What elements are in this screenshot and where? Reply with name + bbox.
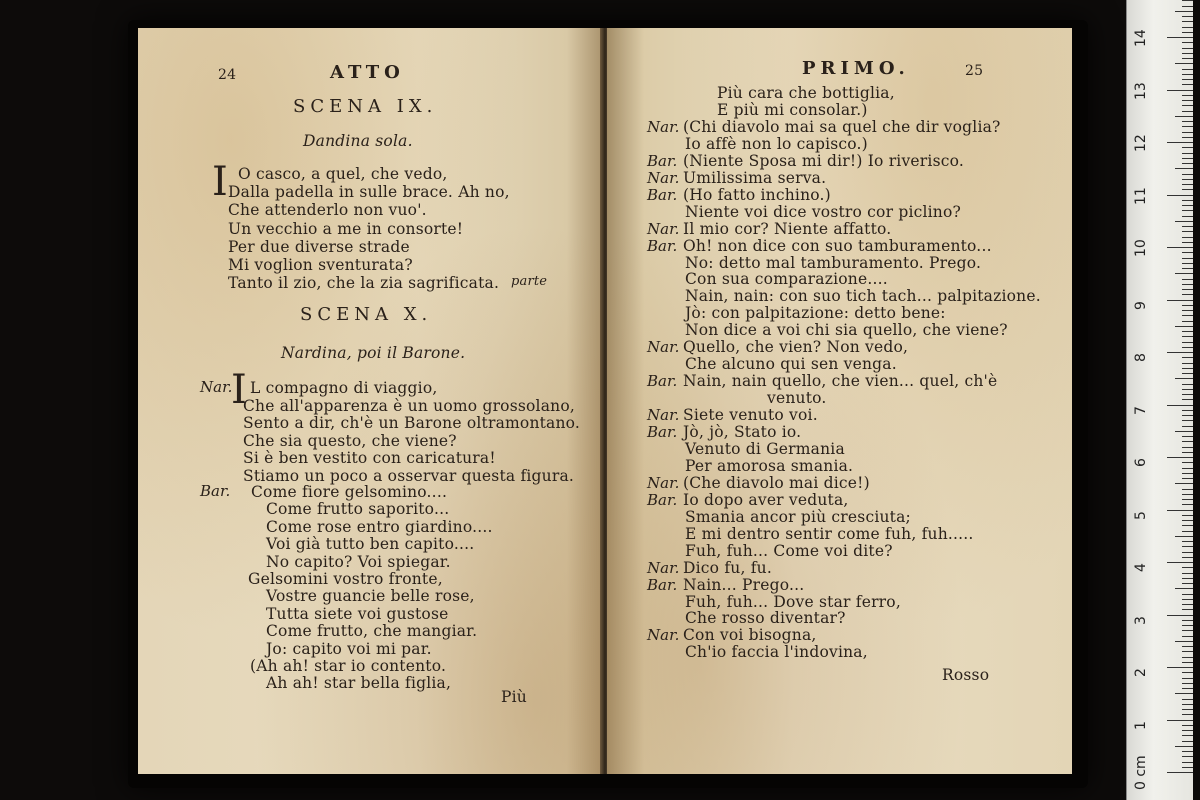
ruler-tick [1182, 53, 1193, 54]
verse-line: Venuto di Germania [685, 439, 845, 458]
ruler-tick [1182, 321, 1193, 322]
ruler-tick [1182, 105, 1193, 106]
verse-line: Tutta siete voi gustose [266, 604, 449, 623]
ruler-tick [1182, 636, 1193, 637]
ruler-tick [1182, 441, 1193, 442]
speaker-label: Bar. [647, 236, 678, 255]
speaker-label: Bar. [647, 490, 678, 509]
verse-line: Per amorosa smania. [685, 456, 854, 475]
verse-line: Come fiore gelsomino.... [251, 483, 448, 501]
ruler-tick [1175, 641, 1193, 642]
ruler-tick [1182, 662, 1193, 663]
ruler-tick [1182, 520, 1193, 521]
ruler-tick [1182, 205, 1193, 206]
scene-ix-drop-cap: I [212, 159, 228, 205]
speaker-label: Bar. [647, 372, 678, 391]
ruler-tick [1182, 363, 1193, 364]
ruler-tick [1182, 179, 1193, 180]
ruler-tick [1182, 473, 1193, 474]
ruler-number: 6 [1133, 458, 1149, 467]
verse-line: Per due diverse strade [228, 237, 410, 256]
ruler-tick [1182, 189, 1193, 190]
ruler-tick [1182, 699, 1193, 700]
ruler-tick [1182, 226, 1193, 227]
ruler-tick [1182, 210, 1193, 211]
ruler-tick [1182, 263, 1193, 264]
ruler-tick [1182, 347, 1193, 348]
ruler-number: 9 [1133, 300, 1149, 310]
ruler-tick [1182, 305, 1193, 306]
verse-line: Non dice a voi chi sia quello, che viene? [685, 321, 1008, 340]
ruler-tick [1182, 751, 1193, 752]
verse-line: Nain, nain: con suo tich tach... palpitazione. [685, 287, 1041, 306]
ruler-tick [1182, 331, 1193, 332]
ruler-tick [1182, 762, 1193, 763]
ruler-tick [1182, 216, 1193, 217]
verse-line: (Che diavolo mai dice!) [683, 473, 870, 492]
ruler-tick [1182, 74, 1193, 75]
verse-line: Io dopo aver veduta, [683, 490, 849, 509]
ruler-tick [1182, 69, 1193, 70]
ruler-tick [1182, 541, 1193, 542]
ruler-tick [1182, 137, 1193, 138]
verse-line: Che all'apparenza è un uomo grossolano, [243, 396, 575, 415]
ruler-number: 5 [1133, 510, 1149, 520]
ruler-tick [1182, 184, 1193, 185]
speaker-bar: Bar. [200, 482, 231, 500]
verse-line: Smania ancor più cresciuta; [685, 507, 911, 526]
verse-line: Umilissima serva. [683, 168, 827, 187]
verse-line: Più cara che bottiglia, [717, 84, 895, 102]
ruler-number: 10 [1133, 239, 1149, 257]
verse-line: (Chi diavolo mai sa quel che dir voglia? [683, 117, 1001, 136]
ruler-tick [1167, 720, 1193, 721]
ruler-tick [1167, 405, 1193, 406]
scene-x-cast: Nardina, poi il Barone. [281, 344, 466, 362]
ruler-tick [1182, 573, 1193, 574]
verse-line: Io affè non lo capisco.) [685, 134, 868, 153]
ruler-tick [1182, 462, 1193, 463]
ruler-tick [1182, 735, 1193, 736]
verse-line: Siete venuto voi. [683, 406, 818, 425]
ruler-tick [1182, 174, 1193, 175]
verse-line: Fuh, fuh... Come voi dite? [685, 541, 893, 560]
ruler-tick [1182, 32, 1193, 33]
right-page-number: 25 [965, 63, 984, 79]
scene-ix-cast: Dandina sola. [303, 132, 413, 150]
ruler-tick [1182, 531, 1193, 532]
ruler-tick [1182, 42, 1193, 43]
ruler-tick [1182, 415, 1193, 416]
left-page [138, 28, 604, 774]
ruler-tick [1175, 378, 1193, 379]
verse-line: Il mio cor? Niente affatto. [683, 219, 892, 238]
verse-line: Jò, jò, Stato io. [683, 423, 802, 441]
ruler-tick [1175, 746, 1193, 747]
verse-line: No: detto mal tamburamento. Prego. [685, 253, 982, 272]
ruler-tick [1182, 279, 1193, 280]
ruler-number: 12 [1133, 134, 1149, 152]
verse-line: E mi dentro sentir come fuh, fuh..... [685, 524, 974, 543]
verse-line: Jò: con palpitazione: detto bene: [685, 304, 946, 323]
ruler-tick [1182, 567, 1193, 568]
verse-line: (Ah ah! star io contento. [250, 657, 447, 675]
left-catchword: Più [501, 688, 527, 706]
scene-ix-heading: SCENA IX. [293, 96, 438, 117]
ruler-tick [1182, 426, 1193, 427]
ruler-tick [1182, 499, 1193, 500]
speaker-label: Nar. [647, 117, 680, 136]
ruler-tick [1182, 525, 1193, 526]
verse-line: Come frutto saporito... [266, 500, 450, 519]
ruler-tick [1182, 546, 1193, 547]
ruler-number: 3 [1133, 615, 1149, 625]
ruler-tick [1182, 594, 1193, 595]
ruler-tick [1182, 58, 1193, 59]
ruler-tick [1167, 300, 1193, 301]
ruler-tick [1182, 436, 1193, 437]
ruler-tick [1182, 620, 1193, 621]
verse-line: O casco, a quel, che vedo, [238, 165, 448, 183]
ruler-tick [1167, 142, 1193, 143]
ruler-tick [1182, 468, 1193, 469]
verse-line: Voi già tutto ben capito.... [266, 535, 475, 554]
ruler-tick [1182, 158, 1193, 159]
speaker-label: Bar. [647, 185, 678, 204]
ruler-tick [1182, 625, 1193, 626]
ruler-tick [1182, 725, 1193, 726]
ruler-tick [1182, 252, 1193, 253]
speaker-label: Bar. [647, 423, 678, 441]
ruler-tick [1175, 63, 1193, 64]
scene-x-drop-cap: I [231, 367, 247, 413]
ruler-tick [1182, 132, 1193, 133]
ruler-tick [1182, 504, 1193, 505]
ruler-tick [1182, 420, 1193, 421]
ruler-tick [1175, 536, 1193, 537]
ruler-tick [1182, 153, 1193, 154]
ruler-tick [1175, 693, 1193, 694]
verse-line: Gelsomini vostro fronte, [248, 570, 443, 588]
ruler-tick [1182, 688, 1193, 689]
ruler-tick [1167, 352, 1193, 353]
verse-line: Che attenderlo non vuo'. [228, 201, 427, 220]
verse-line: Tanto il zio, che la zia sagrificata. [228, 274, 500, 293]
ruler-tick [1167, 247, 1193, 248]
ruler-tick [1182, 0, 1193, 1]
ruler-tick [1182, 651, 1193, 652]
verse-line: Con voi bisogna, [683, 626, 817, 645]
ruler-tick [1182, 604, 1193, 605]
ruler-tick [1182, 683, 1193, 684]
speaker-label: Nar. [647, 168, 680, 187]
ruler-tick [1182, 452, 1193, 453]
ruler-tick [1182, 384, 1193, 385]
ruler-tick [1182, 310, 1193, 311]
verse-line: Ah ah! star bella figlia, [266, 674, 452, 693]
verse-line: Che sia questo, che viene? [243, 431, 457, 450]
ruler-tick [1182, 237, 1193, 238]
verse-line: Mi voglion sventurata? [228, 256, 413, 274]
ruler-tick [1182, 342, 1193, 343]
ruler-tick [1182, 730, 1193, 731]
ruler-tick [1175, 588, 1193, 589]
ruler-tick [1182, 147, 1193, 148]
verse-line: Con sua comparazione.... [685, 270, 888, 289]
ruler-number: 4 [1133, 563, 1149, 572]
ruler-number: 11 [1133, 186, 1149, 205]
ruler-tick [1167, 90, 1193, 91]
verse-line: Oh! non dice con suo tamburamento... [683, 236, 992, 255]
verse-line: Dalla padella in sulle brace. Ah no, [228, 183, 510, 202]
ruler-unit-label: 0 cm [1133, 755, 1149, 790]
ruler-tick [1182, 599, 1193, 600]
ruler-tick [1182, 242, 1193, 243]
ruler-tick [1182, 100, 1193, 101]
ruler-number: 13 [1133, 81, 1149, 100]
ruler-tick [1182, 657, 1193, 658]
verse-line: Vostre guancie belle rose, [266, 587, 475, 606]
ruler-tick [1182, 756, 1193, 757]
verse-line: Nain... Prego... [683, 575, 805, 594]
verse-line: Jo: capito voi mi par. [266, 639, 432, 658]
verse-line: Nain, nain quello, che vien... quel, ch'è [683, 372, 998, 391]
ruler-tick [1182, 515, 1193, 516]
ruler-tick [1182, 284, 1193, 285]
ruler-tick [1175, 431, 1193, 432]
ruler-tick [1182, 399, 1193, 400]
ruler-tick [1182, 294, 1193, 295]
ruler-tick [1167, 510, 1193, 511]
ruler-tick [1182, 478, 1193, 479]
verse-line: Si è ben vestito con caricatura! [243, 449, 496, 468]
ruler-tick [1182, 578, 1193, 579]
ruler-tick [1167, 772, 1193, 773]
ruler-tick [1182, 315, 1193, 316]
speaker-label: Nar. [647, 338, 680, 357]
ruler-tick [1182, 289, 1193, 290]
ruler-tick [1175, 116, 1193, 117]
ruler-number: 7 [1133, 405, 1149, 415]
speaker-label: Nar. [647, 406, 680, 425]
ruler-tick [1182, 373, 1193, 374]
ruler-tick [1182, 447, 1193, 448]
speaker-label: Nar. [647, 473, 680, 492]
ruler-tick [1182, 111, 1193, 112]
ruler-tick [1182, 714, 1193, 715]
left-page-number: 24 [218, 67, 237, 83]
ruler-number: 8 [1133, 353, 1149, 362]
ruler-tick [1182, 268, 1193, 269]
speaker-label: Nar. [647, 219, 680, 238]
ruler-tick [1182, 357, 1193, 358]
ruler-tick [1182, 410, 1193, 411]
ruler-number: 14 [1133, 29, 1149, 47]
verse-line: Stiamo un poco a osservar questa figura. [243, 467, 575, 485]
ruler-tick [1182, 646, 1193, 647]
speaker-label: Bar. [647, 575, 678, 594]
left-running-head: ATTO [330, 62, 405, 83]
ruler-tick [1175, 273, 1193, 274]
verse-line: Niente voi dice vostro cor piclino? [685, 202, 962, 221]
speaker-label: Nar. [647, 626, 680, 645]
ruler-tick [1182, 557, 1193, 558]
ruler-tick [1182, 704, 1193, 705]
ruler-tick [1182, 163, 1193, 164]
ruler-tick [1182, 126, 1193, 127]
verse-line: L compagno di viaggio, [250, 379, 438, 397]
ruler-tick [1175, 483, 1193, 484]
ruler-tick [1182, 709, 1193, 710]
ruler-tick [1182, 95, 1193, 96]
ruler-tick [1182, 741, 1193, 742]
verse-line: Che alcuno qui sen venga. [685, 355, 897, 374]
ruler-number: 2 [1133, 668, 1149, 677]
ruler-tick [1182, 389, 1193, 390]
ruler-tick [1167, 195, 1193, 196]
ruler-tick [1167, 457, 1193, 458]
verse-line: (Ho fatto inchino.) [683, 185, 831, 204]
verse-line: Un vecchio a me in consorte! [228, 219, 464, 238]
ruler-tick [1182, 84, 1193, 85]
verse-line: E più mi consolar.) [717, 100, 868, 119]
measuring-ruler [1126, 0, 1193, 800]
verse-line: Dico fu, fu. [683, 558, 772, 577]
ruler-tick [1167, 615, 1193, 616]
ruler-tick [1182, 609, 1193, 610]
verse-line: Che rosso diventar? [685, 609, 846, 628]
ruler-tick [1182, 21, 1193, 22]
verse-line: Fuh, fuh... Dove star ferro, [685, 592, 901, 611]
verse-line: Come frutto, che mangiar. [266, 622, 478, 641]
ruler-tick [1182, 583, 1193, 584]
ruler-number: 1 [1133, 720, 1149, 730]
ruler-tick [1182, 552, 1193, 553]
ruler-tick [1167, 667, 1193, 668]
ruler-tick [1167, 562, 1193, 563]
speaker-label: Bar. [647, 151, 678, 170]
scene-x-heading: SCENA X. [300, 304, 433, 325]
ruler-tick [1182, 767, 1193, 768]
ruler-tick [1182, 494, 1193, 495]
ruler-tick [1167, 37, 1193, 38]
ruler-tick [1182, 368, 1193, 369]
ruler-tick [1175, 11, 1193, 12]
ruler-tick [1182, 394, 1193, 395]
ruler-tick [1182, 6, 1193, 7]
verse-line: No capito? Voi spiegar. [266, 552, 451, 571]
verse-line: (Niente Sposa mi dir!) Io riverisco. [683, 151, 964, 170]
speaker-nar: Nar. [200, 378, 233, 396]
verse-line: Come rose entro giardino.... [266, 517, 493, 536]
ruler-tick [1182, 336, 1193, 337]
ruler-tick [1182, 121, 1193, 122]
speaker-label: Nar. [647, 558, 680, 577]
ruler-tick [1182, 48, 1193, 49]
ruler-tick [1182, 489, 1193, 490]
verse-line: Quello, che vien? Non vedo, [683, 338, 909, 357]
right-catchword: Rosso [942, 666, 990, 684]
ruler-tick [1175, 326, 1193, 327]
ruler-tick [1182, 678, 1193, 679]
ruler-tick [1182, 27, 1193, 28]
ruler-tick [1175, 221, 1193, 222]
ruler-tick [1182, 258, 1193, 259]
ruler-tick [1182, 16, 1193, 17]
right-running-head: PRIMO. [802, 58, 910, 79]
ruler-tick [1182, 231, 1193, 232]
ruler-tick [1182, 79, 1193, 80]
ruler-tick [1182, 672, 1193, 673]
stage-direction: parte [511, 274, 548, 289]
ruler-tick [1182, 200, 1193, 201]
ruler-tick [1175, 168, 1193, 169]
ruler-tick [1182, 630, 1193, 631]
verse-line: Ch'io faccia l'indovina, [685, 643, 868, 662]
verse-line: Sento a dir, ch'è un Barone oltramontano. [243, 414, 581, 433]
verse-line: venuto. [767, 389, 827, 408]
right-page [607, 28, 1072, 774]
